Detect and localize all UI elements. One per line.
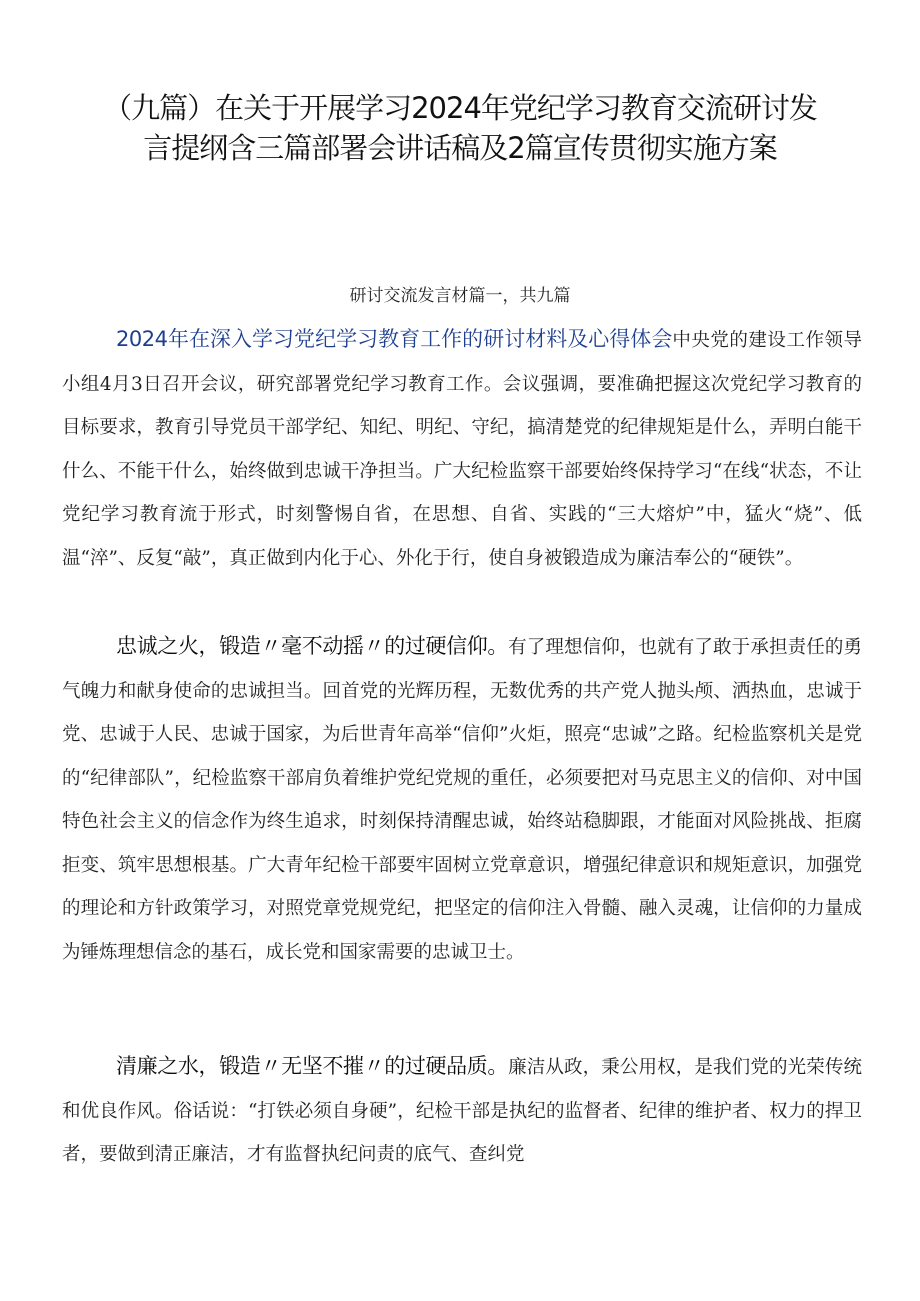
document-title: （九篇）在关于开展学习2024年党纪学习教育交流研讨发言提纲含三篇部署会讲话稿及2篇宣传贯彻实施方案 [103, 91, 817, 165]
paragraph-3-body: 廉洁从政，秉公用权，是我们党的光荣传统和优良作风。俗话说：“打铁必须自身硬”，纪检干部是执纪的监督者、纪律的维护者、权力的捍卫者，要做到清正廉洁，才有监督执纪问责的底气、查纠党 [62, 1057, 862, 1165]
paragraph-2-lead: 忠诚之火，锻造〃毫不动摇〃的过硬信仰。 [116, 634, 509, 658]
paragraph-3 [62, 1045, 862, 1177]
paragraph-1-body: 中央党的建设工作领导小组4月3日召开会议，研究部署党纪学习教育工作。会议强调，要准确把握这次党纪学习教育的目标要求，教育引导党员干部学纪、知纪、明纪、守纪，搞清楚党的纪律规矩是什么，弄明白能干什么、不能干什么，始终做到忠诚干净担当。广大纪检监察干部要始终保持学习“在线“状态，不让党纪学习教育流于形式，时刻警惕自省，在思想、自省、实践的“三大熔炉”中，猛火“烧”、低温“淬”、反复“敲”，真正做到内化于心、外化于行，使自身被锻造成为廉洁奉公的“硬铁”。 [62, 330, 862, 569]
paragraph-2-body: 有了理想信仰，也就有了敢于承担责任的勇气魄力和献身使命的忠诚担当。回首党的光辉历程，无数优秀的共产党人抛头颅、洒热血，忠诚于党、忠诚于人民、忠诚于国家，为后世青年高举“信仰”火炬，照亮“忠诚”之路。纪检监察机关是党的“纪律部队”，纪检监察干部肩负着维护党纪党规的重任，必须要把对马克思主义的信仰、对中国特色社会主义的信念作为终生追求，时刻保持清醒忠诚，始终站稳脚跟，才能面对风险挑战、拒腐拒变、筑牢思想根基。广大青年纪检干部要牢固树立党章意识，增强纪律意识和规矩意识，加强党的理论和方针政策学习，对照党章党规党纪，把坚定的信仰注入骨髓、融入灵魂，让信仰的力量成为锤炼理想信念的基石，成长党和国家需要的忠诚卫士。 [62, 637, 862, 963]
document-subtitle: 研讨交流发言材篇一，共九篇 [349, 286, 571, 306]
paragraph-2 [62, 625, 862, 974]
paragraph-1 [62, 318, 862, 580]
paragraph-1-lead: 2024年在深入学习党纪学习教育工作的研讨材料及心得体会 [116, 327, 673, 351]
paragraph-3-lead: 清廉之水，锻造〃无坚不摧〃的过硬品质。 [116, 1054, 509, 1078]
